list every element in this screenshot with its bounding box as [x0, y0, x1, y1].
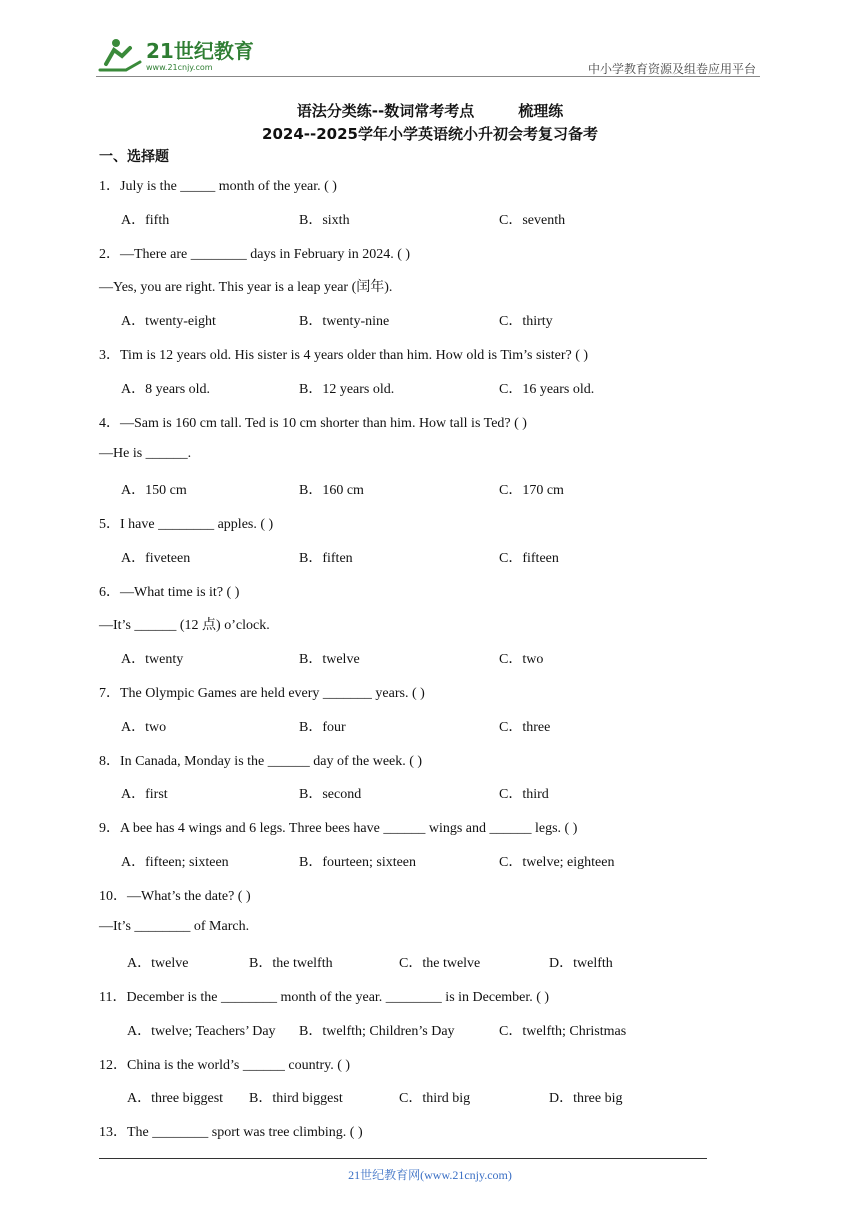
option: C．the twelve [399, 956, 481, 971]
option: B．sixth [299, 213, 350, 228]
option: B．twelfth; Children’s Day [299, 1024, 455, 1039]
option: D．twelfth [549, 956, 613, 971]
question-stem: 5．I have ________ apples. ( ) [99, 517, 274, 532]
footer-divider [99, 1158, 707, 1159]
logo-21cnjy [96, 34, 266, 74]
option: C．twelfth; Christmas [499, 1024, 627, 1039]
question-stem-continued: —Yes, you are right. This year is a leap year (闰年). [99, 280, 393, 295]
option: A．fifteen; sixteen [121, 855, 229, 870]
header-divider [96, 76, 760, 77]
option: C．fifteen [499, 551, 559, 566]
option: A．twelve [127, 956, 189, 971]
option: A．twenty [121, 652, 184, 667]
option: D．three big [549, 1091, 623, 1106]
question-stem-continued: —It’s ______ (12 点) o’clock. [99, 618, 270, 633]
question-stem: 6．—What time is it? ( ) [99, 585, 240, 600]
option: C．16 years old. [499, 382, 595, 397]
question-stem: 12．China is the world’s ______ country. ( ) [99, 1058, 351, 1073]
question-stem: 8．In Canada, Monday is the ______ day of the week. ( ) [99, 754, 423, 769]
option: A．twelve; Teachers’ Day [127, 1024, 276, 1039]
question-stem-continued: —He is ______. [99, 446, 192, 461]
title-sub: 梳理练 [518, 102, 564, 120]
option: C．third big [399, 1091, 471, 1106]
option: A．two [121, 720, 167, 735]
option: B．twelve [299, 652, 360, 667]
page-title [0, 100, 860, 121]
option: B．160 cm [299, 483, 364, 498]
option: A．first [121, 787, 168, 802]
option: B．twenty-nine [299, 314, 390, 329]
question-stem: 2．—There are ________ days in February in 2024. ( ) [99, 247, 411, 262]
question-stem: 3．Tim is 12 years old. His sister is 4 years older than him. How old is Tim’s sister? ( ) [99, 348, 589, 363]
section-heading: 一、选择题 [99, 149, 169, 165]
option: C．three [499, 720, 551, 735]
header-platform-text: 中小学教育资源及组卷应用平台 [587, 62, 756, 76]
svg-text:www.21cnjy.com: www.21cnjy.com [146, 63, 213, 72]
option: C．twelve; eighteen [499, 855, 615, 870]
option: C．thirty [499, 314, 553, 329]
option: B．12 years old. [299, 382, 395, 397]
option: C．seventh [499, 213, 566, 228]
question-stem-continued: —It’s ________ of March. [99, 919, 250, 934]
question-stem: 4．—Sam is 160 cm tall. Ted is 10 cm shorter than him. How tall is Ted? ( ) [99, 416, 527, 431]
option: B．third biggest [249, 1091, 343, 1106]
option: B．fourteen; sixteen [299, 855, 417, 870]
title-main: 语法分类练--数词常考考点 [296, 102, 475, 120]
option: A．fifth [121, 213, 170, 228]
page-header [96, 30, 760, 78]
option: B．four [299, 720, 346, 735]
option: A．8 years old. [121, 382, 211, 397]
question-stem: 9．A bee has 4 wings and 6 legs. Three bees have ______ wings and ______ legs. ( ) [99, 821, 578, 836]
question-stem: 10．—What’s the date? ( ) [99, 889, 251, 904]
option: A．150 cm [121, 483, 187, 498]
option: A．twenty-eight [121, 314, 216, 329]
page-subtitle: 2024--2025学年小学英语统小升初会考复习备考 [262, 125, 598, 143]
svg-text:21世纪教育: 21世纪教育 [146, 39, 254, 63]
option: B．fiften [299, 551, 353, 566]
option: B．the twelfth [249, 956, 333, 971]
option: B．second [299, 787, 362, 802]
question-stem: 7．The Olympic Games are held every _______ years. ( ) [99, 686, 425, 701]
option: A．fiveteen [121, 551, 191, 566]
option: C．170 cm [499, 483, 564, 498]
question-stem: 13．The ________ sport was tree climbing. ( ) [99, 1125, 363, 1140]
footer-link[interactable]: 21世纪教育网(www.21cnjy.com) [348, 1168, 512, 1182]
option: A．three biggest [127, 1091, 224, 1106]
option: C．third [499, 787, 549, 802]
option: C．two [499, 652, 544, 667]
question-stem: 11．December is the ________ month of the year. ________ is in December. ( ) [99, 990, 550, 1005]
question-stem: 1．July is the _____ month of the year. ( ) [99, 179, 337, 194]
